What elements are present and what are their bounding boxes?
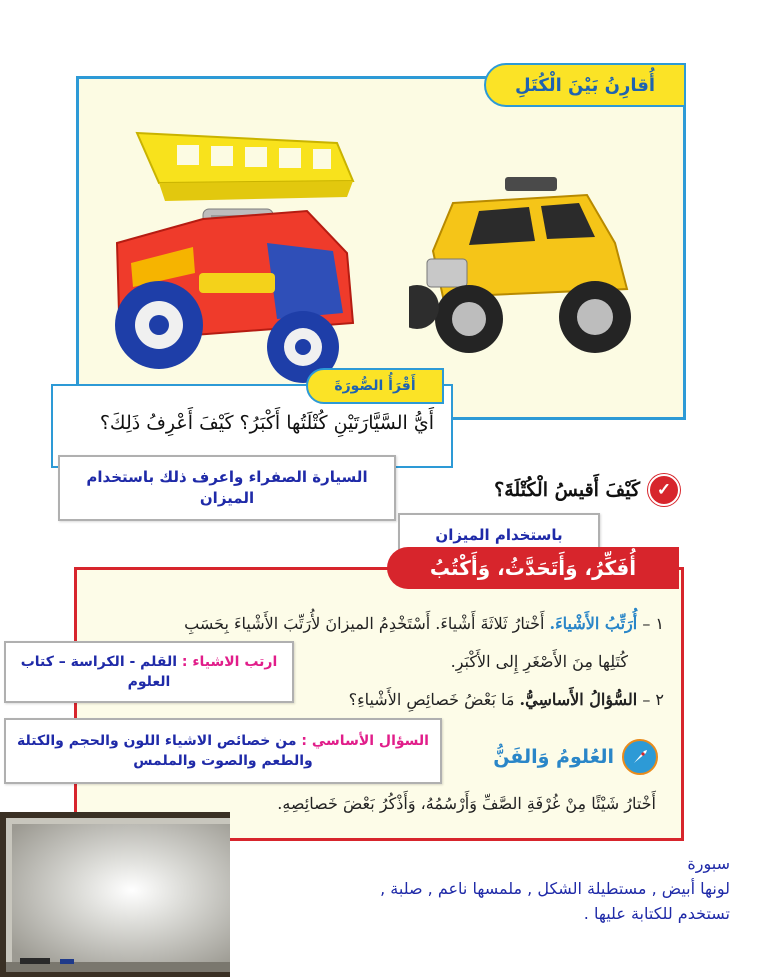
science-art-text: أَخْتارُ شَيْئًا مِنْ غُرْفَةِ الصَّفِّ وَأَرْسُمُهُ، وَأَذْكُرُ بَعْضَ خَصائِصِهِ. bbox=[277, 794, 656, 813]
how-measure-answer-text: باستخدام الميزان bbox=[435, 525, 563, 544]
arrange-answer-value: القلم - الكراسة – كتاب العلوم bbox=[20, 653, 177, 690]
cars-mass-answer bbox=[58, 455, 396, 521]
item-1-line-2: كُتَلِها مِنَ الأَصْغَرِ إِلى الأَكْبَرِ. bbox=[450, 652, 628, 671]
science-art-heading-text: العُلومُ وَالفَنُّ bbox=[493, 746, 614, 768]
yellow-jeep-toy bbox=[409, 171, 649, 355]
caption-line-1: لونها أبيض , مستطيلة الشكل , ملمسها ناعم , صلبة , bbox=[380, 878, 730, 898]
essential-question-value: من خصائص الاشياء اللون والحجم والكتلة والطعم والصوت والملمس bbox=[17, 732, 313, 769]
red-fire-truck-toy bbox=[107, 123, 371, 385]
item-1-number: ١ – bbox=[642, 614, 664, 633]
item-2-term: السُّؤالُ الأَساسِيُّ. bbox=[519, 690, 638, 709]
item-1-term: أُرَتِّبُ الأَشْياءَ. bbox=[549, 614, 638, 633]
read-image-tab: أَقْرَأُ الصُّورَةَ bbox=[306, 368, 444, 404]
compare-masses-tab: أُقارِنُ بَيْنَ الْكُتَلِ bbox=[484, 63, 686, 107]
item-2-line bbox=[349, 690, 664, 709]
cars-mass-question: أَيُّ السَّيَّارَتَيْنِ كُتْلَتُها أَكْبَرُ؟ كَيْفَ أَعْرِفُ ذَلِكَ؟ bbox=[99, 412, 434, 434]
caption-line-2: تستخدم للكتابة عليها . bbox=[583, 903, 730, 923]
whiteboard-image bbox=[0, 812, 230, 977]
arrange-answer-label: ارتب الاشياء : bbox=[181, 653, 278, 670]
essential-question-answer-box bbox=[4, 718, 442, 784]
whiteboard-photo bbox=[0, 812, 230, 977]
item-1-line bbox=[184, 614, 664, 633]
item-2-number: ٢ – bbox=[642, 690, 664, 709]
whiteboard-caption bbox=[320, 852, 730, 926]
essential-question-label: السؤال الأساسي : bbox=[301, 732, 429, 749]
caption-title: سبورة bbox=[687, 854, 730, 873]
item-1-text: أَخْتارُ ثَلاثَةَ أَشْياءَ. أَسْتَخْدِمُ الميزانَ لأُرَتِّبَ الأَشْياءَ بِحَسَبِ bbox=[184, 614, 545, 633]
rocket-icon bbox=[622, 739, 658, 775]
think-talk-write-tab: أُفَكِّرُ، وَأَتَحَدَّثُ، وَأَكْتُبُ bbox=[387, 547, 679, 589]
cars-mass-answer-text: السيارة الصفراء واعرف ذلك باستخدام الميزان bbox=[86, 468, 368, 507]
arrange-answer-box bbox=[4, 641, 294, 703]
check-icon: ✓ bbox=[648, 474, 680, 506]
item-2-text: مَا بَعْضُ خَصائِصِ الأَشْياءِ؟ bbox=[348, 690, 515, 709]
science-art-heading bbox=[470, 737, 658, 777]
how-measure-heading-text: كَيْفَ أَقيسُ الْكُتْلَةَ؟ bbox=[494, 479, 640, 501]
how-measure-heading bbox=[470, 472, 680, 508]
